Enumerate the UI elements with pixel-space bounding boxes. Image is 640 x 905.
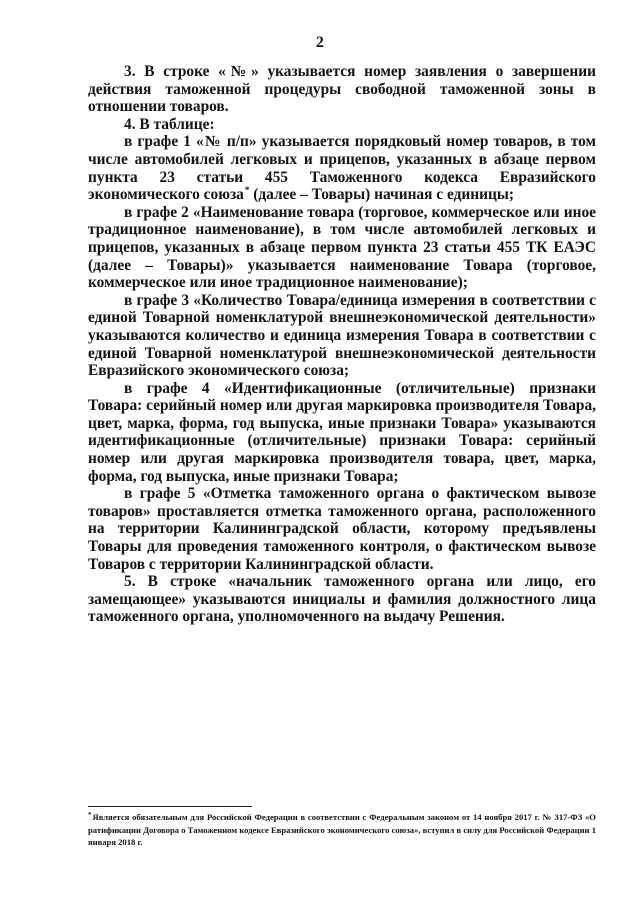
paragraph-item-5: 5. В строке «начальник таможенного органа или лицо, его замещающее» указываются инициалы и фамилия должностного лица таможенного органа, уполномоченного на выдачу Решения. (88, 573, 596, 626)
paragraph-column-5: в графе 5 «Отметка таможенного органа о фактическом вывозе товаров» проставляется отметка таможенного органа, расположенного на территории Калининградской области, которому предъявлены Товары для проведения таможенного контроля, о фактическом вывозе Товаров с территории Калининградской области. (88, 485, 596, 573)
paragraph-column-2: в графе 2 «Наименование товара (торговое, коммерческое или иное традиционное наименование), в том числе автомобилей легковых и прицепов, указанных в абзаце первом пункта 23 статьи 455 ТК ЕАЭС (далее – Товары)» указывается наименование Товара (торговое, коммерческое или иное традиционное наименование); (88, 203, 596, 292)
paragraph-column-4: в графе 4 «Идентификационные (отличительные) признаки Товара: серийный номер или другая маркировка производителя Товара, цвет, марка, форма, год выпуска, иные признаки Товара» указываются идентификационные (отличительные) признаки Товара: серийный номер или другая маркировка производителя товара, цвет, марка, форма, год выпуска, иные признаки Товара; (88, 379, 596, 485)
footnote-text: Является обязательным для Российской Федерации в соответствии с Федеральным законом от 14 ноября 2017 г. № 317-ФЗ «О ратификации Договора о Таможенном кодексе Евразийского экономического союза», вступил в силу для Российской Федерации 1 января 2018 г. (88, 812, 596, 848)
footnote (88, 811, 596, 849)
paragraph-item-4-heading: 4. В таблице: (124, 115, 215, 133)
paragraph-column-1 (88, 133, 596, 203)
page-number: 2 (315, 34, 325, 51)
footnote-divider (88, 806, 252, 807)
document-body (88, 63, 596, 626)
footnote-marker: * (88, 811, 92, 819)
paragraph-column-3: в графе 3 «Количество Товара/единица измерения в соответствии с единой Товарной номенклатурой внешнеэкономической деятельности» указываются количество и единица измерения Товара в соответствии с единой Товарной номенклатурой внешнеэкономической деятельности Евразийского экономического союза; (88, 291, 596, 380)
paragraph-column-1-continuation: (далее – Товары) начиная с единицы; (253, 186, 515, 204)
footnote-reference-marker: * (244, 185, 250, 196)
paragraph-item-3: 3. В строке «№» указывается номер заявления о завершении действия таможенной процедуры свободной таможенной зоны в отношении товаров. (88, 63, 596, 116)
paragraph-column-1-text: в графе 1 «№ п/п» указывается порядковый номер товаров, в том числе автомобилей легковых и прицепов, указанных в абзаце первом пункта 23 статьи 455 Таможенного кодекса Евразийского экономического союза (88, 133, 596, 204)
